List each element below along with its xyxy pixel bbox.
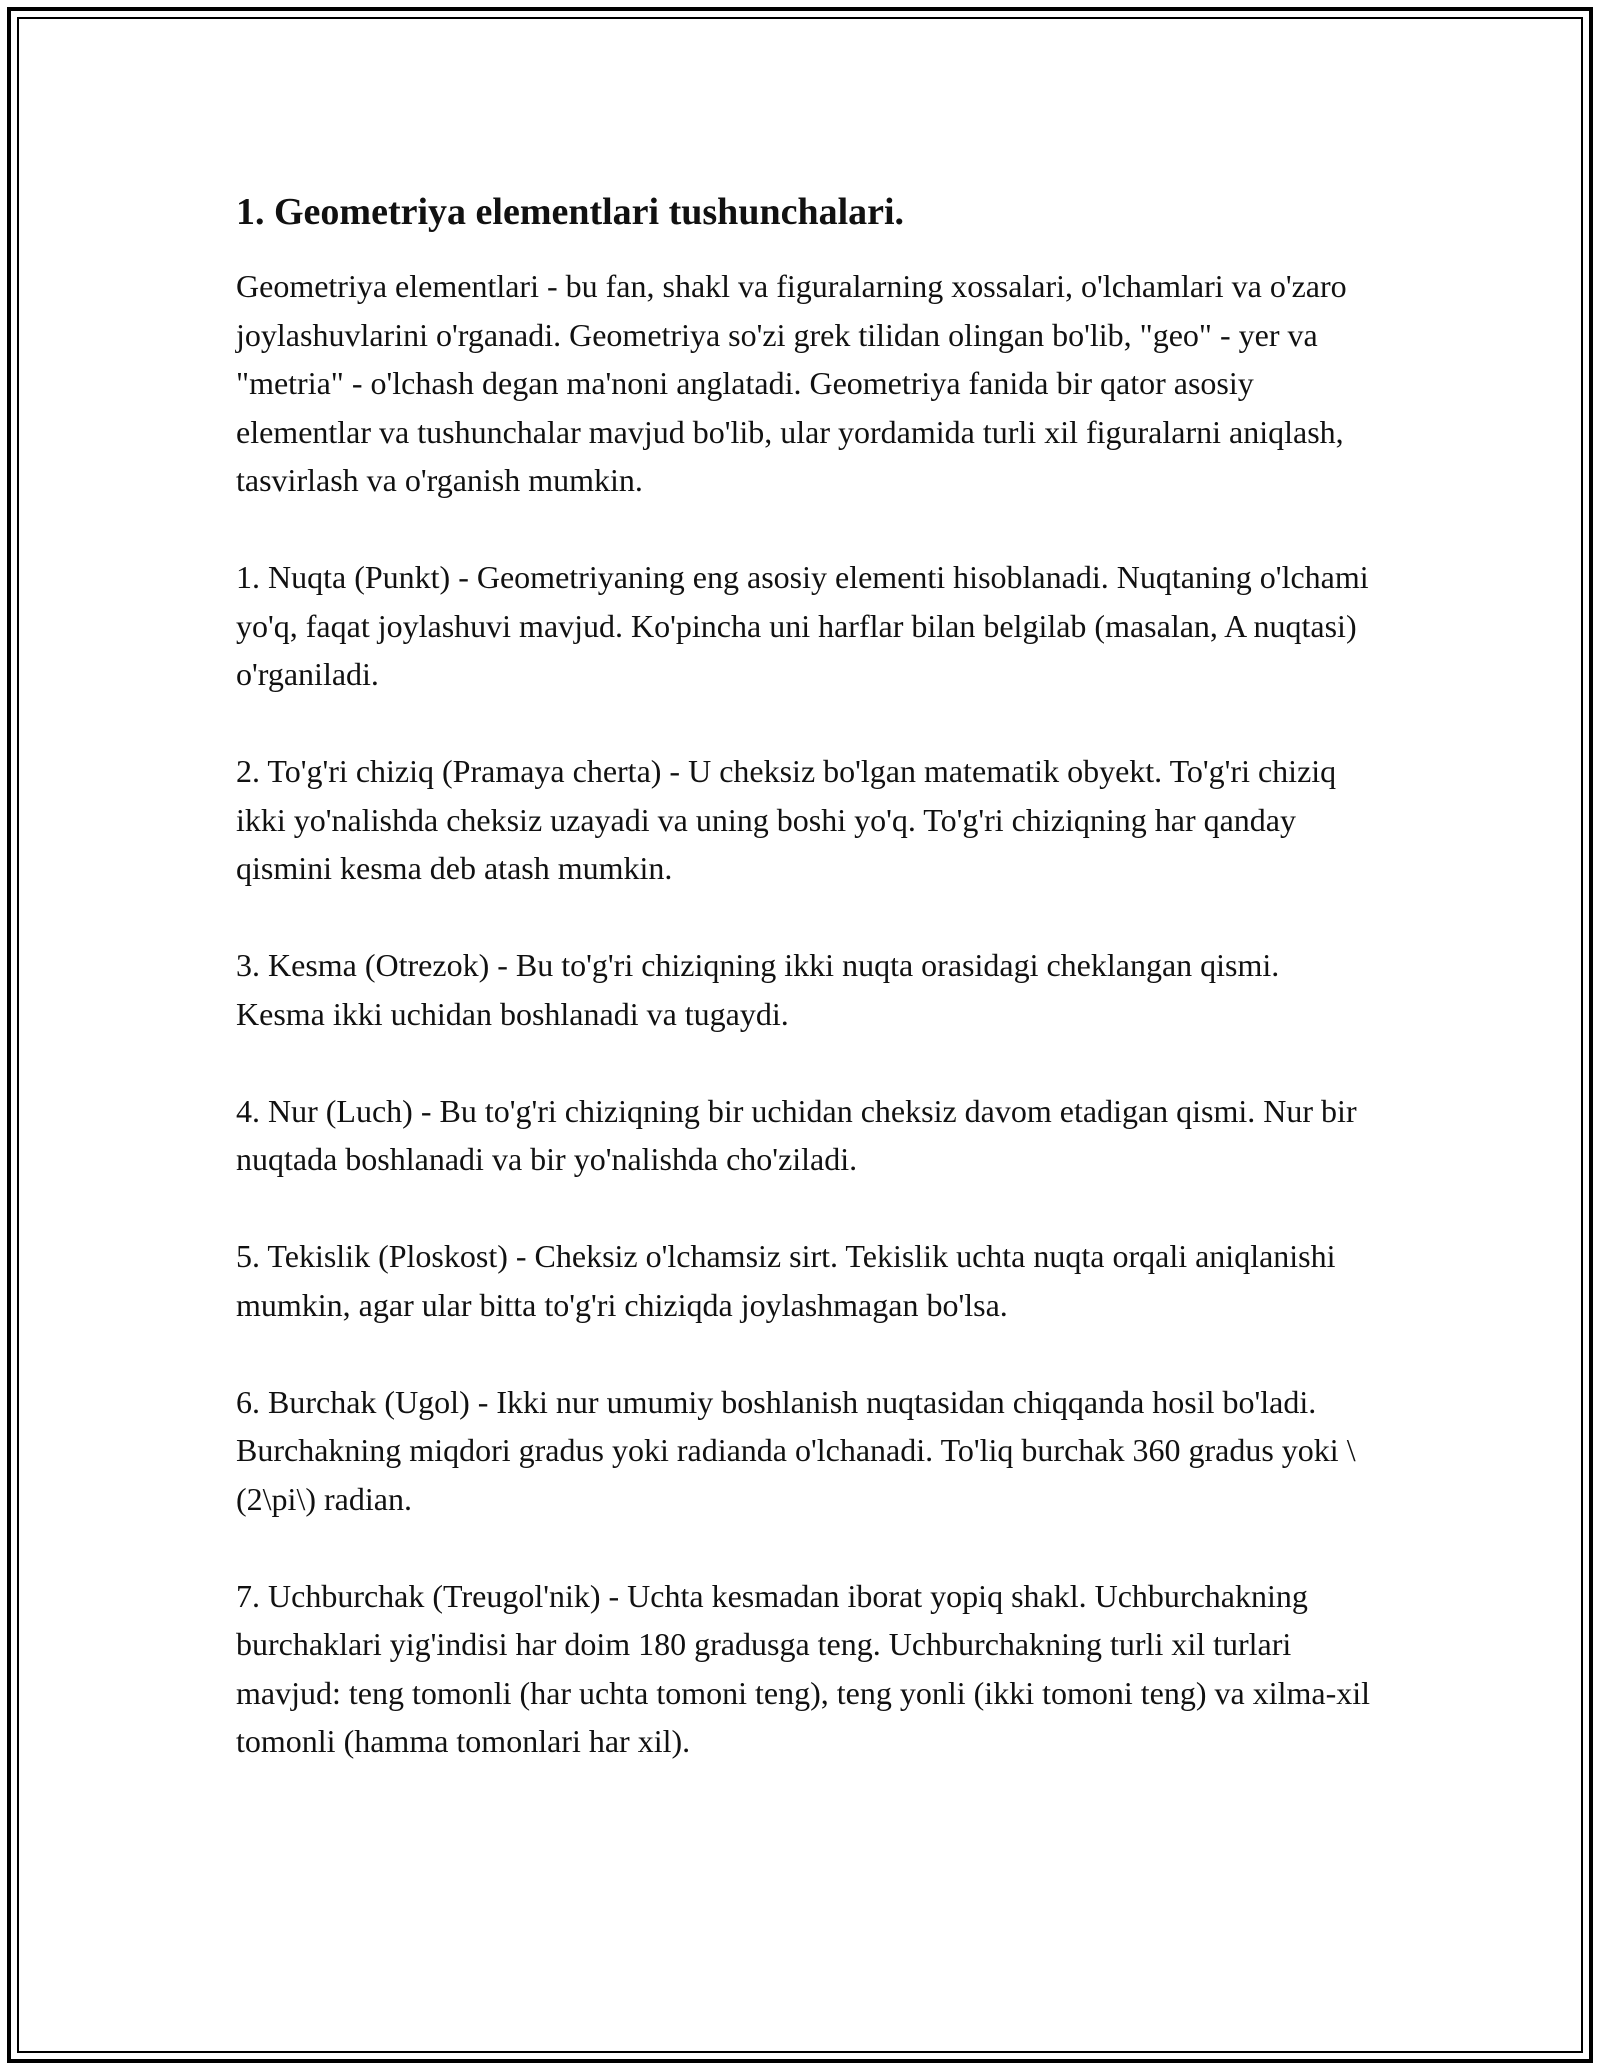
paragraph-tekislik: 5. Tekislik (Ploskost) - Cheksiz o'lchamsiz sirt. Tekislik uchta nuqta orqali aniqlanishi mumkin, agar ular bitta to'g'ri chiziqda joylashmagan bo'lsa. bbox=[236, 1238, 1336, 1323]
paragraph-togri-chiziq: 2. To'g'ri chiziq (Pramaya cherta) - U cheksiz bo'lgan matematik obyekt. To'g'ri chiziq ikki yo'nalishda cheksiz uzayadi va uning boshi yo'q. To'g'ri chiziqning har qanday qismini kesma deb atash mumkin. bbox=[236, 753, 1337, 886]
paragraph-nur: 4. Nur (Luch) - Bu to'g'ri chiziqning bir uchidan cheksiz davom etadigan qismi. Nur bir nuqtada boshlanadi va bir yo'nalishda cho'ziladi. bbox=[236, 1092, 1357, 1177]
document-body bbox=[236, 188, 1376, 1814]
paragraph-uchburchak: 7. Uchburchak (Treugol'nik) - Uchta kesmadan iborat yopiq shakl. Uchburchakning burchaklari yig'indisi har doim 180 gradusga teng. Uchburchakning turli xil turlari mavjud: teng tomonli (har uchta tomoni teng), teng yonli (ikki tomoni teng) va xilma-xil tomonli (hamma tomonlari har xil). bbox=[236, 1577, 1371, 1759]
paragraph-kesma: 3. Kesma (Otrezok) - Bu to'g'ri chiziqning ikki nuqta orasidagi cheklangan qismi. Kesma ikki uchidan boshlanadi va tugaydi. bbox=[236, 947, 1280, 1032]
intro-paragraph: Geometriya elementlari - bu fan, shakl va figuralarning xossalari, o'lchamlari va o'zaro joylashuvlarini o'rganadi. Geometriya so'zi grek tilidan olingan bo'lib, "geo" - yer va "metria" - o'lchash degan ma'noni anglatadi. Geometriya fanida bir qator asosiy elementlar va tushunchalar mavjud bo'lib, ular yordamida turli xil figuralarni aniqlash, tasvirlash va o'rganish mumkin. bbox=[236, 268, 1347, 498]
document-title: 1. Geometriya elementlari tushunchalari. bbox=[236, 191, 905, 233]
paragraph-burchak: 6. Burchak (Ugol) - Ikki nur umumiy boshlanish nuqtasidan chiqqanda hosil bo'ladi. Burchakning miqdori gradus yoki radianda o'lchanadi. To'liq burchak 360 gradus yoki \(2\pi\) radian. bbox=[236, 1383, 1356, 1517]
paragraph-nuqta: 1. Nuqta (Punkt) - Geometriyaning eng asosiy elementi hisoblanadi. Nuqtaning o'lchami yo'q, faqat joylashuvi mavjud. Ko'pincha uni harflar bilan belgilab (masalan, A nuqtasi) o'rganiladi. bbox=[236, 559, 1369, 692]
